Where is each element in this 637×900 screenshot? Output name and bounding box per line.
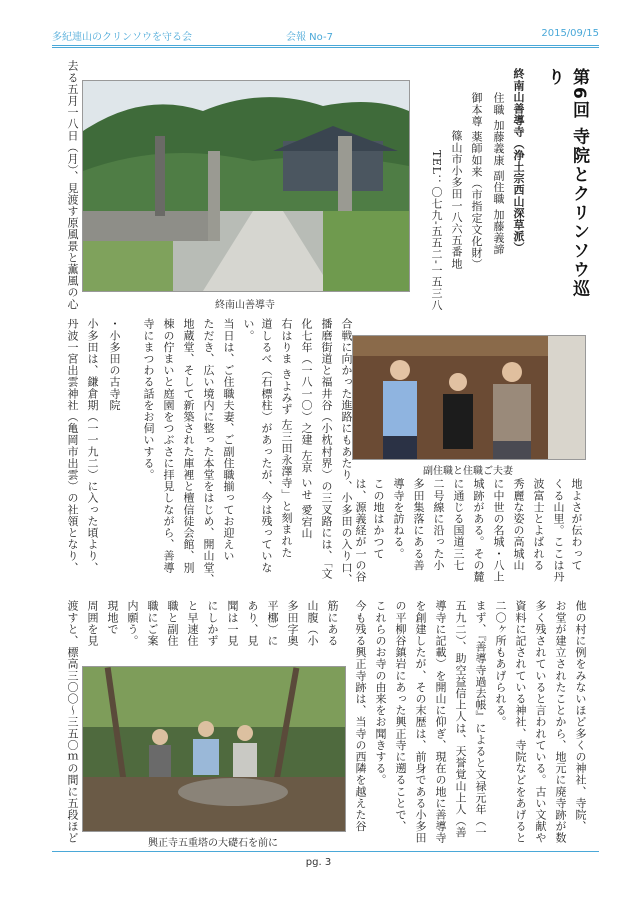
newsletter-org: 多紀連山のクリンソウを守る会 <box>52 32 192 43</box>
body-col-u: に通じる国道三七 <box>452 478 465 571</box>
temple-honzon: 御本尊 薬師如来（市指定文化財） <box>470 92 483 271</box>
body-col-as: を創建したが、その末歴は、前身である小多田 <box>414 600 427 844</box>
temple-name: 終南山善導寺（浄土宗西山深草派） <box>512 68 525 254</box>
body-col-ab: 渡すと、標高三〇〇〜三五〇ｍの間に五段ほど <box>66 600 79 844</box>
body-col-v: 城跡がある。その麓 <box>472 478 485 583</box>
temple-staff: 住職 加藤義康 副住職 加藤義諦 <box>492 92 505 256</box>
foundation-stone-caption: 興正寺五重塔の大礎石を前に <box>148 838 278 849</box>
body-col-ao: 筋にある <box>326 600 339 647</box>
body-col-a: 去る五月一八日（月）、見渡す原風景と薫風の心 <box>66 60 79 310</box>
newsletter-issue: 会報 No-7 <box>286 32 333 43</box>
body-col-z: くる山里。ここは丹 <box>552 478 565 583</box>
body-col-am: 多田字奥 <box>286 600 299 647</box>
body-col-q: この地はかつて <box>372 478 385 560</box>
body-col-ak: あり、見 <box>246 600 259 647</box>
body-col-t: 二号線に沿った小 <box>432 478 445 571</box>
foundation-stone-photo <box>82 666 346 832</box>
body-col-ah: と早速住 <box>186 600 199 647</box>
body-col-at: 導寺に記載）を開山に仰ぎ、現在の地に善導寺 <box>434 600 447 844</box>
body-col-ae: 内願う。 <box>126 600 139 647</box>
body-col-aj: 聞は一見 <box>226 600 239 647</box>
body-col-al: 平梛）に <box>266 600 279 647</box>
body-col-ad: 現地で <box>106 600 119 635</box>
temple-phone: TEL：〇七九‐五五二‐一五三八 <box>430 150 443 311</box>
body-col-ac: 周囲を見 <box>86 600 99 647</box>
temple-address: 篠山市小多田一八六五番地 <box>450 130 463 270</box>
body-col-o: 合戦に向かった進路にもあたり、小多田の入り口、 <box>340 318 353 585</box>
body-col-f: 棟の佇まいと庭園をつぶさに拝見しながら、善導 <box>162 318 175 574</box>
body-col-ag: 職と副住 <box>166 600 179 647</box>
page-header <box>52 28 599 44</box>
body-col-w: に中世の名城・八上 <box>492 478 505 583</box>
body-col-g: 地蔵堂、そして新築された庫裡と檀信徒会館、別 <box>182 318 195 574</box>
body-col-ba: 他の村に例をみないほど多くの神社、寺院、 <box>574 600 587 832</box>
body-col-r: 導寺を訪ねる。 <box>392 478 405 560</box>
body-col-b: 丹波一宮出雲神社（亀岡市出雲）の社領となり、 <box>66 318 79 574</box>
body-col-ar: の平柳谷鎮岩にあった興正寺に遡ることで、 <box>394 600 407 832</box>
header-rule <box>52 45 599 46</box>
body-col-h: ただき、広い境内に整った本堂をはじめ、開山堂、 <box>202 318 215 585</box>
body-col-j: い。 <box>242 318 255 342</box>
body-col-c: 小多田は、鎌倉期（一一九二）に入った頃より、 <box>86 318 99 574</box>
body-col-ap: 今も残る興正寺跡は、当寺の西隣を越えた谷 <box>354 600 367 832</box>
body-col-y: 波富士とよばれる <box>532 478 545 571</box>
body-col-aa: 地よさが伝わって <box>570 478 583 571</box>
body-col-n: 播磨街道と福井谷（小枕村界）の三叉路には、「文 <box>320 318 333 580</box>
body-col-av: まず、『善導寺過去帳』によると文禄元年（一 <box>474 600 487 839</box>
body-col-d: ・小多田の古寺院 <box>108 318 121 411</box>
body-col-ax: 資料に記されている神社、寺院などをあげると <box>514 600 527 844</box>
body-col-aq: これらのお寺の由来をお聞きする。 <box>374 600 387 786</box>
body-col-az: お堂が建立されたことから、地元に廃寺跡が数 <box>554 600 567 844</box>
temple-gate-photo <box>82 80 410 292</box>
body-col-ay: 多く残されていると言われている。古い文献や <box>534 600 547 844</box>
newsletter-date: 2015/09/15 <box>541 28 599 39</box>
body-col-i: 当日は、ご住職夫妻、ご副住職揃ってお迎えい <box>222 318 235 562</box>
body-col-an: 山腹（小 <box>306 600 319 647</box>
page-number: pg. 3 <box>305 857 332 868</box>
body-col-s: 多田集落にある善 <box>412 478 425 571</box>
body-col-l: 右はりま きよみず 左三田永澤寺」と刻まれた <box>280 318 293 559</box>
body-col-p: は、源義経が一の谷 <box>354 478 367 583</box>
body-col-au: 五九二）、助空益信上人は、天誉覚山上人（善 <box>454 600 467 839</box>
couple-caption: 副住職と住職ご夫妻 <box>423 466 513 477</box>
body-col-ai: にしかず <box>206 600 219 647</box>
body-col-k: 道しるべ（石標柱）があったが、今は残っていな <box>260 318 273 574</box>
footer-rule <box>52 851 599 852</box>
body-col-e: 寺にまつわる話をお伺いする。 <box>142 318 155 481</box>
temple-gate-caption: 終南山善導寺 <box>215 300 275 311</box>
body-col-m: 化七年（一八一〇）之建 左京 いせ 愛宕山 <box>300 318 313 540</box>
article-title: 第6回 寺院とクリンソウ巡り <box>544 68 589 299</box>
couple-photo <box>352 335 586 460</box>
body-col-af: 職にご案 <box>146 600 159 647</box>
header-rule-2 <box>52 47 599 48</box>
body-col-aw: 二〇ヶ所もあげられる。 <box>494 600 507 728</box>
body-col-x: 秀麗な姿の高城山 <box>512 478 525 571</box>
